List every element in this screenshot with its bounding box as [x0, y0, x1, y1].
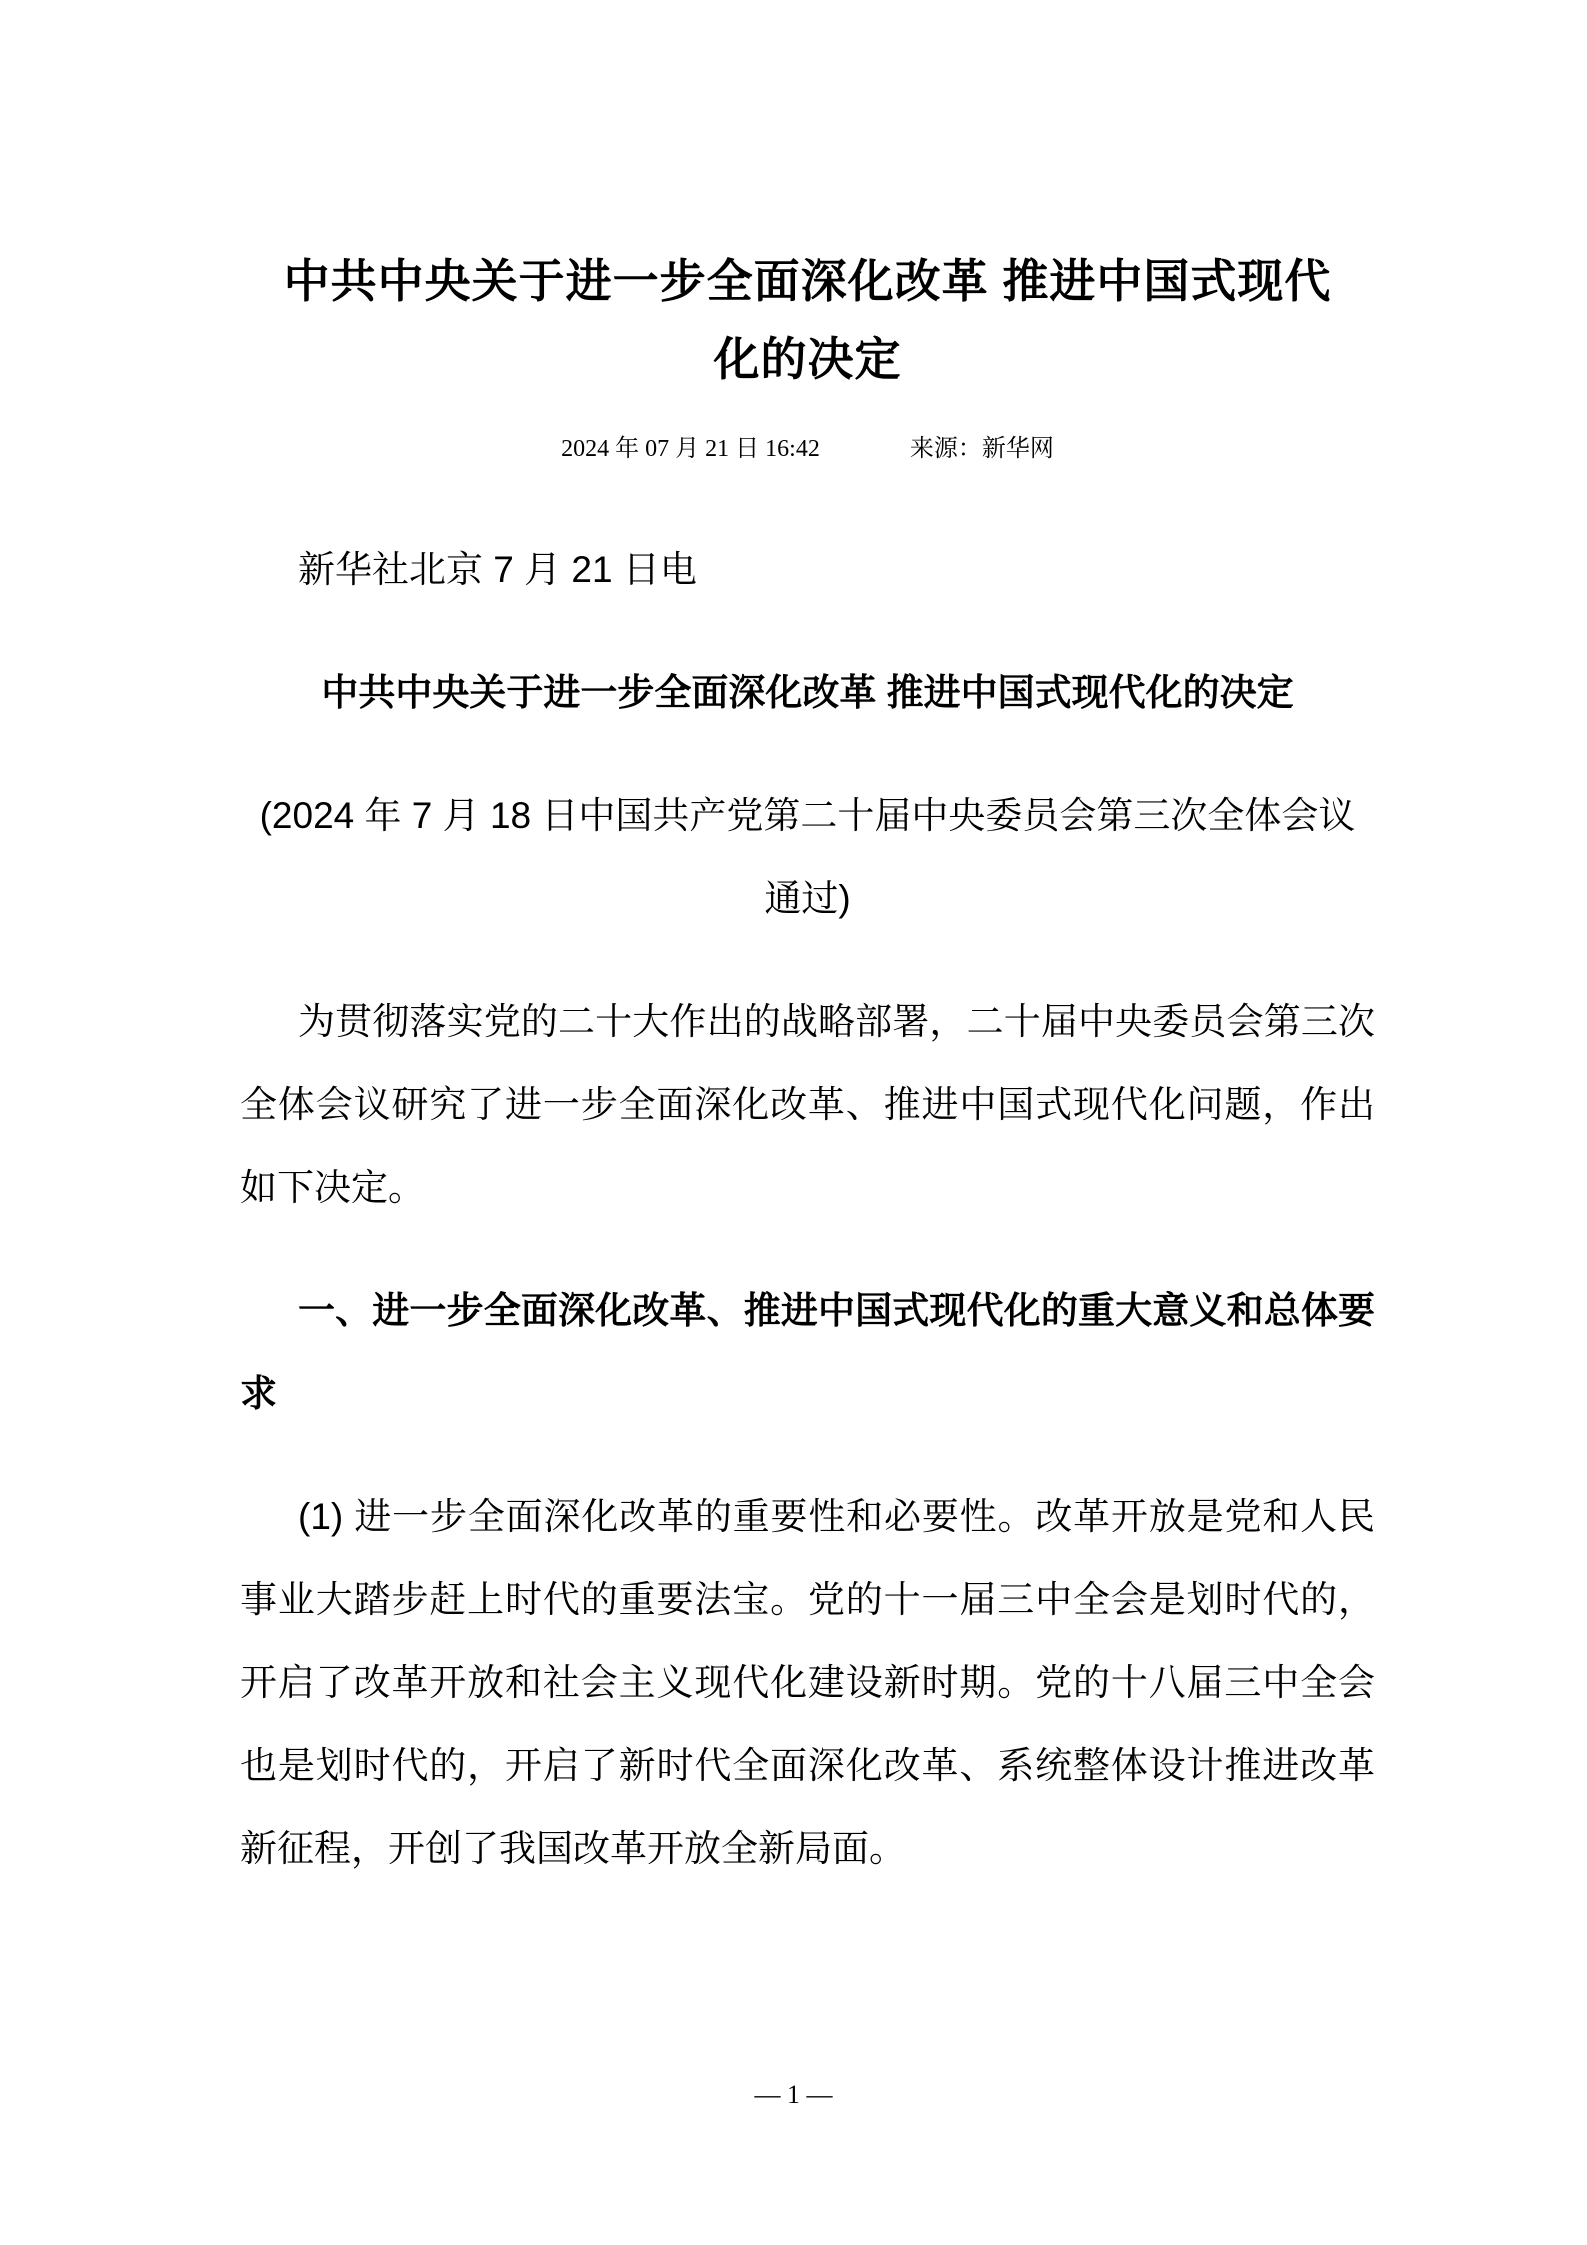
page-title-line-1: 中共中央关于进一步全面深化改革 推进中国式现代 [283, 255, 1332, 307]
page-title-line-2: 化的决定 [713, 333, 902, 385]
section-heading: 一、进一步全面深化改革、推进中国式现代化的重大意义和总体要求 [240, 1290, 1375, 1414]
source-label: 来源：新华网 [909, 436, 1054, 462]
session-note-line-2: 通过) [764, 878, 851, 919]
session-note-line-1: (2024 年 7 月 18 日中国共产党第二十届中央委员会第三次全体会议 [259, 795, 1356, 836]
body-paragraph-1: (1) 进一步全面深化改革的重要性和必要性。改革开放是党和人民事业大踏步赶上时代的重要法宝。党的十一届三中全会是划时代的，开启了改革开放和社会主义现代化建设新时期。党的十八届三中全会也是划时代的，开启了新时代全面深化改革、系统整体设计推进改革新征程，开创了我国改革开放全新局面。 [240, 1496, 1375, 1869]
publish-datetime: 2024 年 07 月 21 日 16:42 [561, 436, 820, 462]
page-number: — 1 — [754, 2080, 833, 2109]
article-subtitle: 中共中央关于进一步全面深化改革 推进中国式现代化的决定 [321, 672, 1294, 713]
dateline: 新华社北京 7 月 21 日电 [298, 549, 697, 590]
article-meta [240, 434, 1375, 464]
intro-paragraph: 为贯彻落实党的二十大作出的战略部署，二十届中央委员会第三次全体会议研究了进一步全面深化改革、推进中国式现代化问题，作出如下决定。 [240, 1001, 1375, 1208]
session-note [240, 774, 1375, 940]
page-title [240, 242, 1375, 398]
